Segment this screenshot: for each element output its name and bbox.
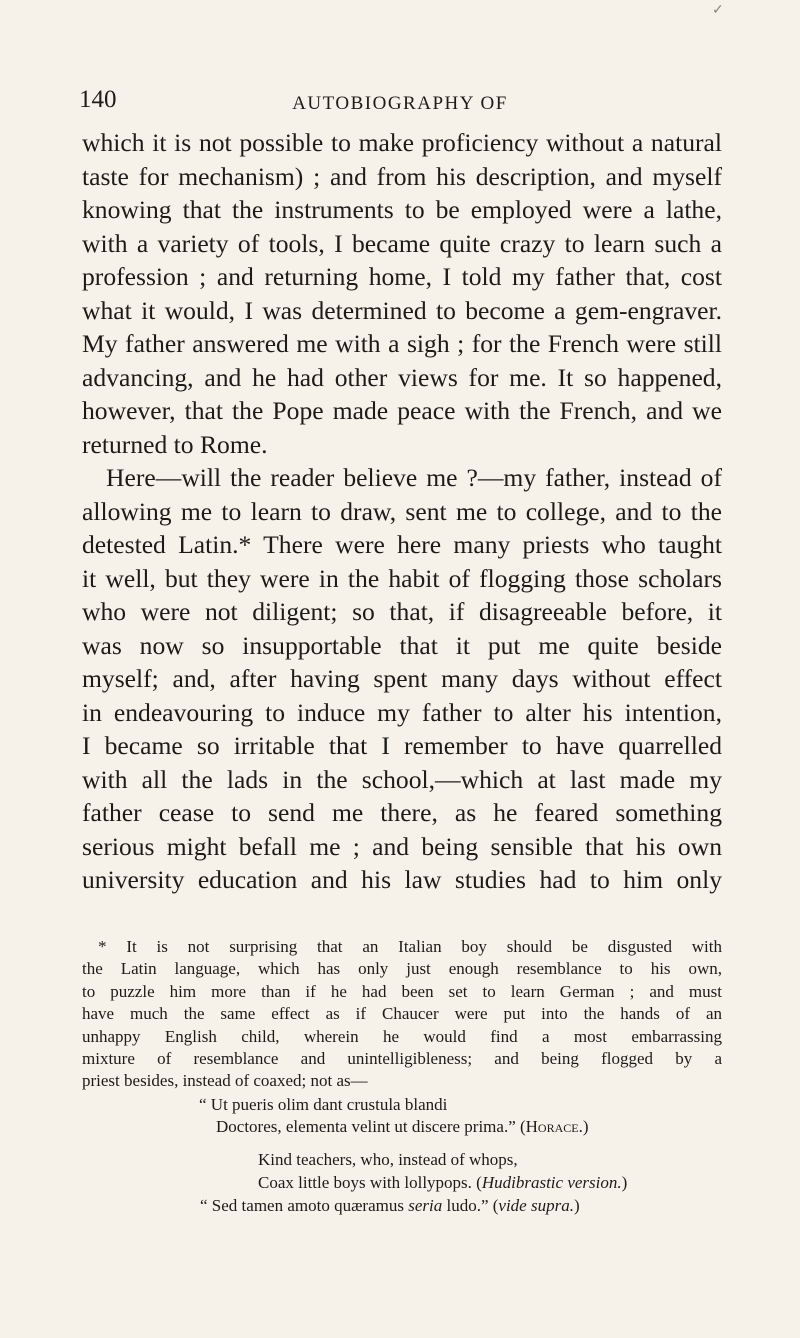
verse-punct: .)	[578, 1117, 589, 1136]
verse-line-2	[216, 1116, 589, 1138]
body-line: taste for mechanism) ; and from his description, and myself	[82, 161, 722, 191]
body-line: My father answered me with a sigh ; for the French were still	[82, 329, 722, 358]
body-line: it well, but they were in the habit of flogging those scholars	[82, 563, 722, 593]
verse-author: Horace	[525, 1117, 579, 1136]
footnote-line: unhappy English child, wherein he would find a most embarrassing	[82, 1026, 722, 1046]
verse-line-1: “ Ut pueris olim dant crustula blandi	[199, 1095, 448, 1114]
body-line: however, that the Pope made peace with the French, and we	[82, 396, 722, 425]
body-line: university education and his law studies had to him only	[82, 865, 722, 894]
body-line: serious might befall me ; and being sensible that his own	[82, 831, 722, 861]
body-line: advancing, and he had other views for me. It so happened,	[82, 362, 722, 392]
body-line: myself; and, after having spent many days without effect	[82, 664, 722, 693]
footnote-line: priest besides, instead of coaxed; not as—	[82, 1071, 368, 1091]
footnote-line: mixture of resemblance and unintelligibleness; and being flogged by a	[82, 1049, 722, 1069]
body-line: which it is not possible to make proficiency without a natural	[82, 128, 722, 157]
footnote-line: * It is not surprising that an Italian boy should be disgusted with	[98, 937, 722, 956]
body-line: was now so insupportable that it put me quite beside	[82, 630, 722, 660]
body-line: returned to Rome.	[82, 429, 268, 459]
verse-punct: )	[573, 1196, 580, 1215]
body-line: with all the lads in the school,—which at last made my	[82, 764, 722, 794]
footnote-line: to puzzle him more than if he had been set to learn German ; and must	[82, 981, 722, 1001]
body-text	[82, 126, 722, 897]
body-line: what it would, I was determined to become a gem-engraver.	[82, 295, 722, 325]
footnote-line: have much the same effect as if Chaucer were put into the hands of an	[82, 1004, 722, 1024]
body-line: Here—will the reader believe me ?—my father, instead of	[106, 463, 722, 492]
body-line: who were not diligent; so that, if disagreeable before, it	[82, 597, 722, 626]
page-number: 140	[79, 86, 117, 113]
footnote	[82, 936, 722, 1093]
body-line: in endeavouring to induce my father to alter his intention,	[82, 697, 722, 727]
running-head: AUTOBIOGRAPHY OF	[292, 93, 508, 114]
body-line: knowing that the instruments to be employed were a lathe,	[82, 195, 722, 224]
verse-line-3: Kind teachers, who, instead of whops,	[258, 1150, 518, 1169]
verse-line-5	[200, 1195, 580, 1217]
verse-italic: seria	[408, 1196, 443, 1215]
body-line: profession ; and returning home, I told my father that, cost	[82, 262, 722, 291]
verse-source: Hudibrastic version.	[481, 1173, 622, 1192]
verse-text: “ Sed tamen amoto quæramus	[200, 1196, 409, 1215]
body-line: with a variety of tools, I became quite crazy to learn such a	[82, 228, 722, 258]
body-line: father cease to send me there, as he feared something	[82, 798, 722, 827]
verse-line-4	[258, 1172, 627, 1194]
pencil-check-mark: ✓	[712, 3, 724, 18]
body-line: allowing me to learn to draw, sent me to college, and to the	[82, 496, 722, 526]
verse-punct: )	[621, 1173, 628, 1192]
verse-text: ludo.” (	[442, 1196, 499, 1215]
verse-reference: vide supra.	[498, 1196, 574, 1215]
footnote-line: the Latin language, which has only just enough resemblance to his own,	[82, 959, 722, 979]
verse-text: Coax little boys with lollypops. (	[258, 1173, 482, 1192]
body-line: I became so irritable that I remember to have quarrelled	[82, 731, 722, 760]
verse-text: Doctores, elementa velint ut discere prima.” (	[216, 1117, 526, 1136]
body-line: detested Latin.* There were here many priests who taught	[82, 530, 722, 559]
